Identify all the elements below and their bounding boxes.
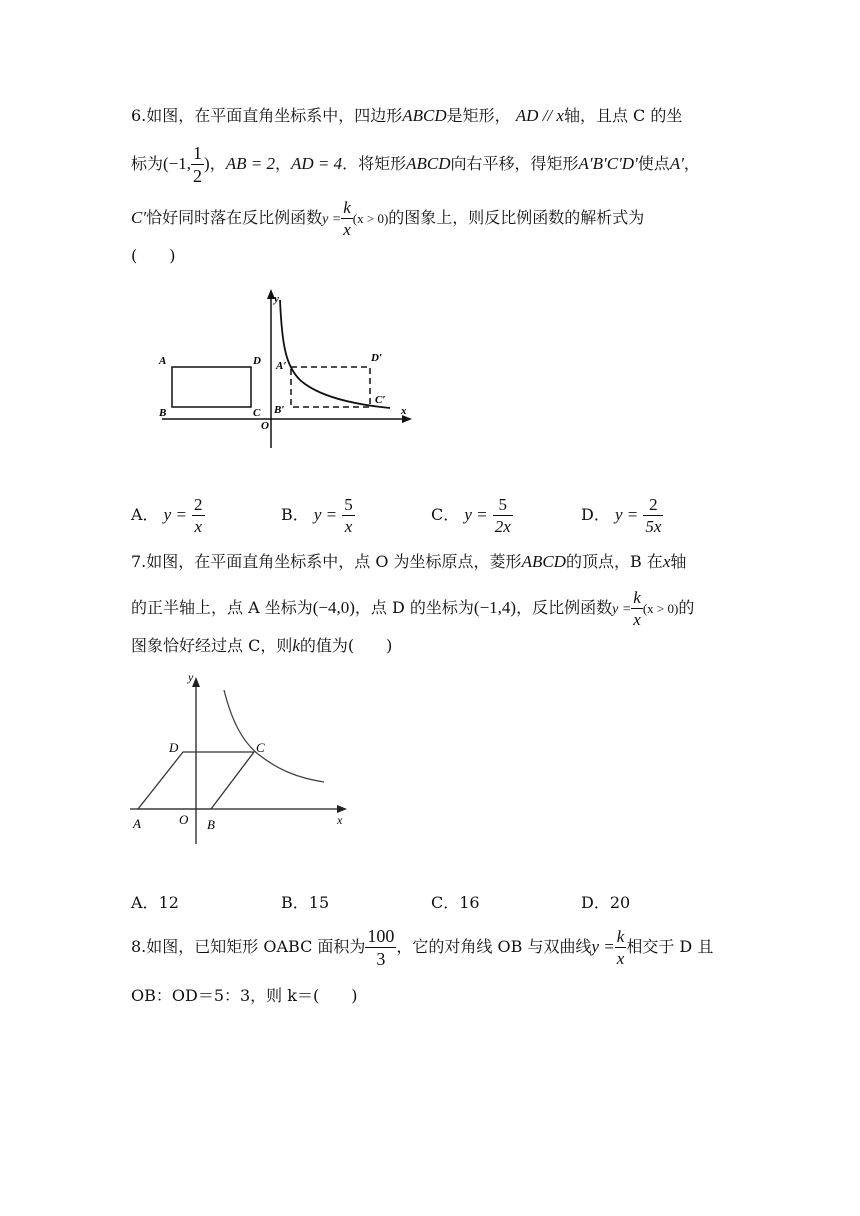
q7-line3-a: 图象恰好经过点 C，则 xyxy=(131,636,293,655)
q8-line-1 xyxy=(131,924,731,970)
q6-option-b[interactable]: B． y = $\frac{5}{x}$ xyxy=(281,495,353,536)
q7-abcd: ABCD xyxy=(521,552,566,571)
q7-label-x: x xyxy=(337,813,343,827)
q6-is-rect-text: 是矩形， xyxy=(446,106,511,125)
q6-rect-abcd xyxy=(172,367,251,407)
q7-figure xyxy=(128,672,358,852)
q6-option-a[interactable]: A． y = $\frac{2}{x}$ xyxy=(131,495,203,536)
q6-prime-rect: A′B′C′D′ xyxy=(578,154,638,173)
q7-d-coord: (−1,4) xyxy=(473,598,517,617)
q6-rect-prime xyxy=(291,367,370,407)
q7-vertex-text: 的顶点，B 在 xyxy=(565,552,663,571)
q7-line3-b: 的值为( ) xyxy=(299,636,393,655)
q6-label-b-prime: B′ xyxy=(274,404,285,416)
q7-option-d[interactable]: D．20 xyxy=(581,893,631,912)
q7-label-c: C xyxy=(256,740,265,755)
q6-move-right-text: 向右平移，得矩形 xyxy=(450,154,579,173)
q6-axis-text: 轴，且点 C 的坐 xyxy=(563,106,683,125)
q7-func-cond: (x > 0) xyxy=(642,601,679,616)
q6-label-y: y xyxy=(274,293,279,305)
q6-label-c-prime: C′ xyxy=(375,394,386,406)
q7-func-fraction: $\frac{k}{x}$ xyxy=(633,588,641,629)
q6-a-prime: A′ xyxy=(669,154,684,173)
q7-label-b: B xyxy=(207,817,215,832)
q7-line-2 xyxy=(131,586,731,630)
q7-label-a: A xyxy=(133,816,141,831)
q8-lead-text: 8.如图，已知矩形 OABC 面积为 xyxy=(131,937,366,956)
q7-label-o: O xyxy=(179,812,189,827)
q6-func-fraction: $\frac{k}{x}$ xyxy=(343,198,351,239)
q6-func-y: y = xyxy=(322,212,342,227)
q7-func-post-text: 的 xyxy=(678,598,695,617)
q7-d-pre-text: ，点 D 的坐标为 xyxy=(354,598,474,617)
q6-ab-length: AB = 2 xyxy=(225,154,275,173)
q7-hyperbola xyxy=(224,690,324,782)
q6-label-x: x xyxy=(401,405,407,417)
q6-translate-text: ．将矩形 xyxy=(342,154,407,173)
q6-answer-paren: ( ) xyxy=(131,246,176,265)
q7-pos-half-text: 的正半轴上，点 A 坐标为 xyxy=(131,598,313,617)
q8-func-fraction: $\frac{k}{x}$ xyxy=(616,927,625,968)
q6-graph-ask-text: 的图象上，则反比例函数的解析式为 xyxy=(388,208,645,227)
q6-option-c[interactable]: C． y = $\frac{5}{2x}$ xyxy=(431,495,511,536)
q6-line-1 xyxy=(131,102,731,130)
q8-mid-text: ，它的对角线 OB 与双曲线 xyxy=(396,937,592,956)
q6-abcd: ABCD xyxy=(402,106,447,125)
q6-c-prime: C′ xyxy=(131,208,147,227)
q6-label-b: B xyxy=(159,407,167,419)
q7-label-y: y xyxy=(188,672,194,684)
q6-label-a-prime: A′ xyxy=(276,360,287,372)
q7-option-a[interactable]: A．12 xyxy=(131,893,179,912)
q7-line-1 xyxy=(131,548,731,576)
q7-axis-text: 轴 xyxy=(670,552,687,571)
q6-ad-parallel: AD // x xyxy=(515,106,564,125)
q8-tail-text: 相交于 D 且 xyxy=(626,937,714,956)
q6-func-cond: (x > 0) xyxy=(352,211,389,226)
q7-line-3 xyxy=(131,632,731,660)
q6-make-point-text: 使点 xyxy=(637,154,670,173)
q6-figure xyxy=(150,286,425,456)
q6-label-d-prime: D′ xyxy=(371,352,383,364)
q6-label-a: A xyxy=(159,355,167,367)
q6-fall-on-text: 恰好同时落在反比例函数 xyxy=(146,208,323,227)
q6-label-d: D xyxy=(253,355,261,367)
q6-label-o: O xyxy=(261,420,269,432)
q7-func-pre-text: ，反比例函数 xyxy=(516,598,613,617)
q7-x: x xyxy=(662,552,671,571)
q6-option-d[interactable]: D． y = $\frac{2}{5x}$ xyxy=(581,495,662,536)
q8-func-y: y = xyxy=(591,937,615,956)
q8-line-2: OB：OD＝5：3，则 k＝( ) xyxy=(131,986,358,1005)
q7-option-b[interactable]: B．15 xyxy=(281,893,330,912)
q8-area-fraction: $\frac{100}{3}$ xyxy=(367,926,395,969)
q6-lead-text: 6.如图，在平面直角坐标系中，四边形 xyxy=(131,106,403,125)
q7-a-coord: (−4,0) xyxy=(312,598,355,617)
q6-half-fraction: $\frac{1}{2}$ xyxy=(193,143,203,186)
q6-coord-open: (−1, xyxy=(163,154,192,173)
q6-ad-length: AD = 4 xyxy=(290,154,343,173)
q7-k: k xyxy=(292,636,300,655)
q6-coord-close: ) xyxy=(204,154,210,173)
q7-func-y: y = xyxy=(612,602,632,617)
q7-label-d: D xyxy=(169,740,179,755)
q6-coord-pre: 标为 xyxy=(131,154,164,173)
q6-line-2: 标为(−1, $\frac{1}{2}$ )，AB = 2，AD = 4．将矩形ABCD向右平移，得矩形A′B′C′D′使点A′， xyxy=(131,143,700,186)
q6-abcd-2: ABCD xyxy=(406,154,451,173)
q6-label-c: C xyxy=(253,407,261,419)
q7-option-c[interactable]: C．16 xyxy=(431,893,480,912)
q6-line-3 xyxy=(131,196,731,240)
q7-lead-text: 7.如图，在平面直角坐标系中，点 O 为坐标原点，菱形 xyxy=(131,552,522,571)
q7-x-arrow xyxy=(337,805,347,813)
